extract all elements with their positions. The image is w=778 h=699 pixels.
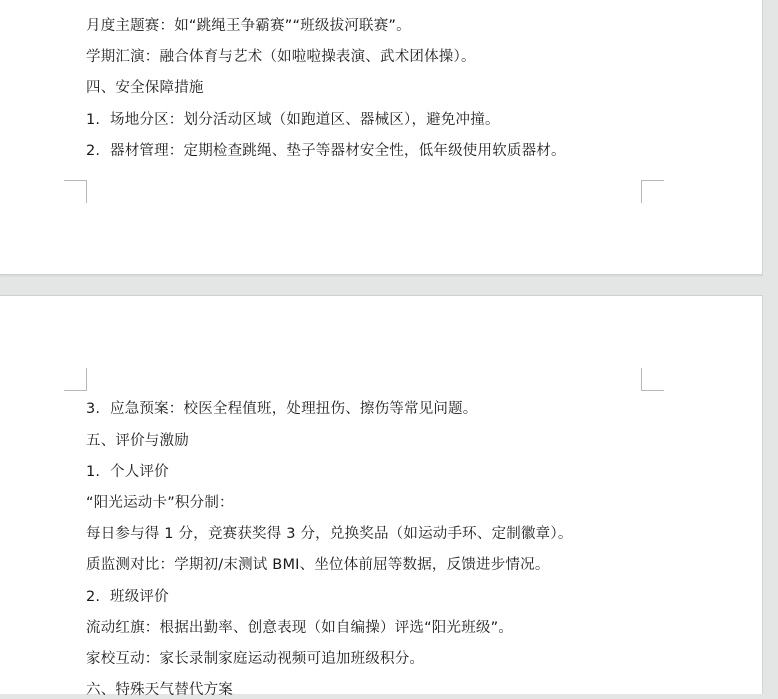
paragraph-home-school: 家校互动：家长录制家庭运动视频可追加班级积分。 <box>86 651 425 667</box>
document-page-2 <box>0 295 763 698</box>
list-item-text: 器材管理：定期检查跳绳、垫子等器材安全性，低年级使用软质器材。 <box>110 143 566 159</box>
list-item-text: 班级评价 <box>110 589 169 605</box>
list-item-text: 个人评价 <box>110 464 169 480</box>
heading-safety-measures: 四、安全保障措施 <box>86 80 204 96</box>
margin-corner-mark <box>641 368 664 391</box>
list-number: 1. <box>86 112 101 128</box>
subheading-class-evaluation <box>86 585 169 606</box>
paragraph-semester-show: 学期汇演：融合体育与艺术（如啦啦操表演、武术团体操）。 <box>86 49 476 65</box>
heading-evaluation: 五、评价与激励 <box>86 433 189 449</box>
paragraph-points-rules: 每日参与得 1 分，竞赛获奖得 3 分，兑换奖品（如运动手环、定制徽章）。 <box>86 526 573 542</box>
margin-corner-mark <box>641 180 664 203</box>
document-page-1 <box>0 0 763 275</box>
subheading-personal-evaluation <box>86 460 169 481</box>
list-item-equipment <box>86 139 566 160</box>
paragraph-monitoring: 质监测对比：学期初/末测试 BMI、坐位体前屈等数据，反馈进步情况。 <box>86 557 550 573</box>
list-number: 3. <box>86 401 101 417</box>
list-item-emergency-plan <box>86 397 478 418</box>
list-item-text: 场地分区：划分活动区域（如跑道区、器械区），避免冲撞。 <box>110 112 500 128</box>
list-number: 1. <box>86 464 101 480</box>
list-number: 2. <box>86 589 101 605</box>
paragraph-red-flag: 流动红旗：根据出勤率、创意表现（如自编操）评选“阳光班级”。 <box>86 620 514 636</box>
paragraph-monthly-contest: 月度主题赛：如“跳绳王争霸赛”“班级拔河联赛”。 <box>86 18 411 34</box>
list-item-venue-zoning <box>86 108 500 129</box>
document-gutter <box>763 0 778 693</box>
paragraph-sunshine-card: “阳光运动卡”积分制： <box>86 495 234 511</box>
heading-weather-alternatives: 六、特殊天气替代方案 <box>86 682 233 698</box>
list-item-text: 应急预案：校医全程值班，处理扭伤、擦伤等常见问题。 <box>110 401 478 417</box>
list-number: 2. <box>86 143 101 159</box>
margin-corner-mark <box>64 368 87 391</box>
margin-corner-mark <box>64 180 87 203</box>
